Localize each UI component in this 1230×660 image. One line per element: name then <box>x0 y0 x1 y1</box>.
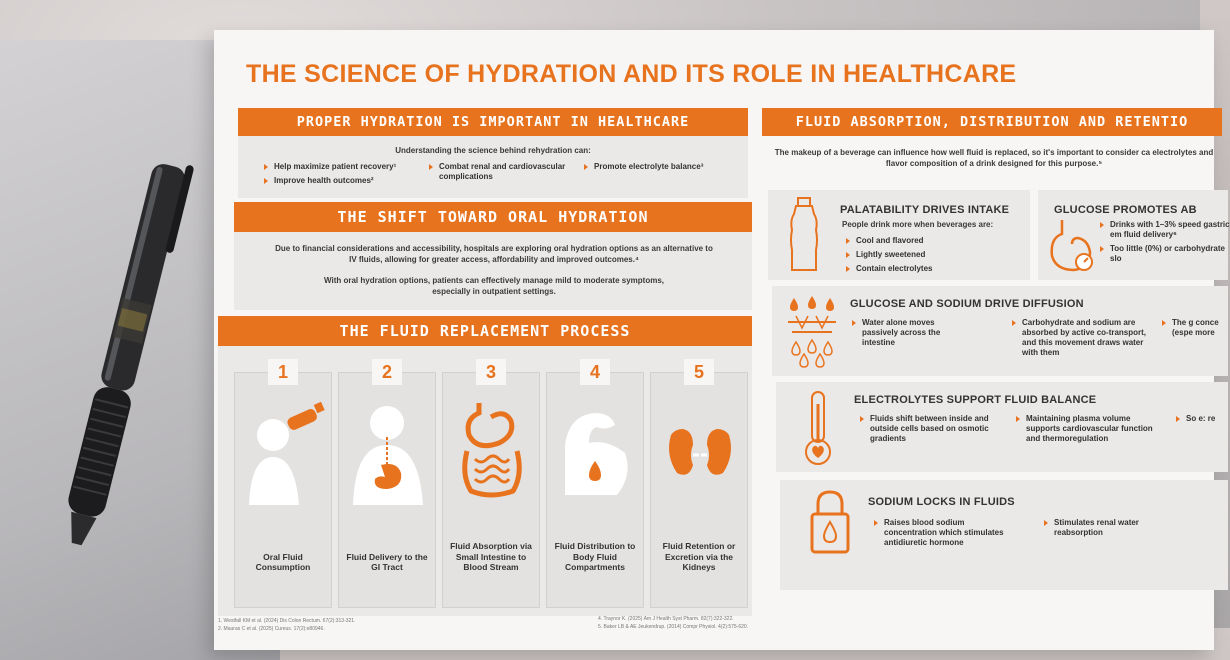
step-2 <box>338 362 436 608</box>
list-item: Cool and flavored <box>846 236 1026 246</box>
arm-muscle-icon <box>555 395 637 505</box>
step-label: Fluid Absorption via Small Intestine to Blood Stream <box>450 541 532 573</box>
intestine-icon <box>451 395 533 505</box>
list-item: Raises blood sodium concentration which stimulates antidiuretic hormone <box>874 518 1014 548</box>
step-number: 2 <box>372 359 402 385</box>
person-drinking-icon <box>243 395 325 505</box>
sodium-bullets-a <box>874 518 1014 552</box>
palatability-intro: People drink more when beverages are: <box>842 220 994 229</box>
list-item: Contain electrolytes <box>846 264 1026 274</box>
diffusion-bullets-b <box>1012 318 1152 362</box>
reference-4: 4. Traynor K. (2025) Am J Health Syst Pharm. 82(7):322-322. <box>598 616 734 622</box>
sodium-title: SODIUM LOCKS IN FLUIDS <box>868 496 1015 508</box>
step-number: 3 <box>476 359 506 385</box>
electrolytes-bullets-a <box>860 414 990 448</box>
list-item: Drinks with 1–3% speed gastric em fluid delivery⁶ <box>1100 220 1230 240</box>
list-item: Lightly sweetened <box>846 250 1026 260</box>
fluid-replacement-header: THE FLUID REPLACEMENT PROCESS <box>218 316 752 346</box>
list-item: Maintaining plasma volume supports cardiovascular function and thermoregulation <box>1016 414 1156 444</box>
glucose-promotes-title: GLUCOSE PROMOTES AB <box>1054 204 1197 216</box>
sodium-bullets-b <box>1044 518 1184 542</box>
kidney-icon <box>659 395 741 505</box>
list-item: Combat renal and cardiovascular complications <box>429 162 569 182</box>
poster-title: THE SCIENCE OF HYDRATION AND ITS ROLE IN HEALTHCARE <box>246 60 1017 88</box>
proper-hydration-bullets-b <box>429 162 569 186</box>
diffusion-title: GLUCOSE AND SODIUM DRIVE DIFFUSION <box>850 298 1084 310</box>
proper-hydration-bullets-a <box>264 162 424 190</box>
list-item: Promote electrolyte balance³ <box>584 162 734 172</box>
list-item: Carbohydrate and sodium are absorbed by active co-transport, and this movement draws water with them <box>1012 318 1152 358</box>
oral-hydration-header: THE SHIFT TOWARD ORAL HYDRATION <box>234 202 752 232</box>
step-1 <box>234 362 332 608</box>
reference-2: 2. Mauras C et al. (2025) Cureus. 17(2):e80946. <box>218 626 325 632</box>
diffusion-droplets-icon <box>782 292 842 370</box>
list-item: Improve health outcomes² <box>264 176 424 186</box>
list-item: So e: re <box>1176 414 1216 424</box>
pen-icon <box>50 140 200 560</box>
electrolytes-bullets-b <box>1016 414 1156 448</box>
step-5 <box>650 362 748 608</box>
gi-tract-icon <box>347 395 429 505</box>
oral-hydration-paragraph-1: Due to financial considerations and accessibility, hospitals are exploring oral hydration options as an alternative to IV fluids, allowing for greater access, affordability and improved outcomes.⁴ <box>275 244 713 264</box>
absorption-intro: The makeup of a beverage can influence how well fluid is replaced, so it's important to consider ca electrolytes and flavor composition of a drink designed for this purpose.⁵ <box>774 148 1214 168</box>
list-item: Too little (0%) or carbohydrate slo <box>1100 244 1230 264</box>
proper-hydration-bullets-c <box>584 162 734 176</box>
step-label: Oral Fluid Consumption <box>255 551 311 573</box>
list-item: Water alone moves passively across the intestine <box>852 318 972 348</box>
step-label: Fluid Retention or Excretion via the Kidneys <box>662 541 736 573</box>
electrolytes-title: ELECTROLYTES SUPPORT FLUID BALANCE <box>854 394 1097 406</box>
absorption-header: FLUID ABSORPTION, DISTRIBUTION AND RETENTIO <box>762 108 1222 136</box>
step-4 <box>546 362 644 608</box>
step-number: 5 <box>684 359 714 385</box>
step-number: 4 <box>580 359 610 385</box>
bottle-icon <box>784 196 824 274</box>
step-3 <box>442 362 540 608</box>
hydration-poster <box>214 30 1230 650</box>
electrolytes-bullets-c <box>1176 414 1216 428</box>
proper-hydration-intro: Understanding the science behind rehydration can: <box>395 146 591 155</box>
proper-hydration-header: PROPER HYDRATION IS IMPORTANT IN HEALTHCARE <box>238 108 748 136</box>
list-item: Help maximize patient recovery¹ <box>264 162 424 172</box>
palatability-title: PALATABILITY DRIVES INTAKE <box>840 204 1010 216</box>
reference-5: 5. Baker LB & AE Jeukendrup. (2014) Compr Physiol. 4(2):575-620. <box>598 624 749 630</box>
glucose-promotes-bullets <box>1100 220 1230 268</box>
list-item: Stimulates renal water reabsorption <box>1044 518 1184 538</box>
reference-1: 1. Westfall KM et al. (2024) Dis Colon Rectum. 67(2):313-321. <box>218 618 356 624</box>
list-item: Fluids shift between inside and outside cells based on osmotic gradients <box>860 414 990 444</box>
stomach-icon <box>1044 216 1096 276</box>
oral-hydration-paragraph-2: With oral hydration options, patients can effectively manage mild to moderate symptoms, especially in outpatient settings. <box>324 276 664 296</box>
thermometer-icon <box>798 390 838 470</box>
lock-droplet-icon <box>808 488 852 558</box>
step-label: Fluid Delivery to the GI Tract <box>346 551 428 573</box>
diffusion-bullets-c <box>1162 318 1222 342</box>
palatability-bullets <box>846 236 1026 278</box>
list-item: The g conce (espe more <box>1162 318 1222 338</box>
step-number: 1 <box>268 359 298 385</box>
diffusion-bullets-a <box>852 318 972 352</box>
step-label: Fluid Distribution to Body Fluid Compartments <box>554 541 636 573</box>
